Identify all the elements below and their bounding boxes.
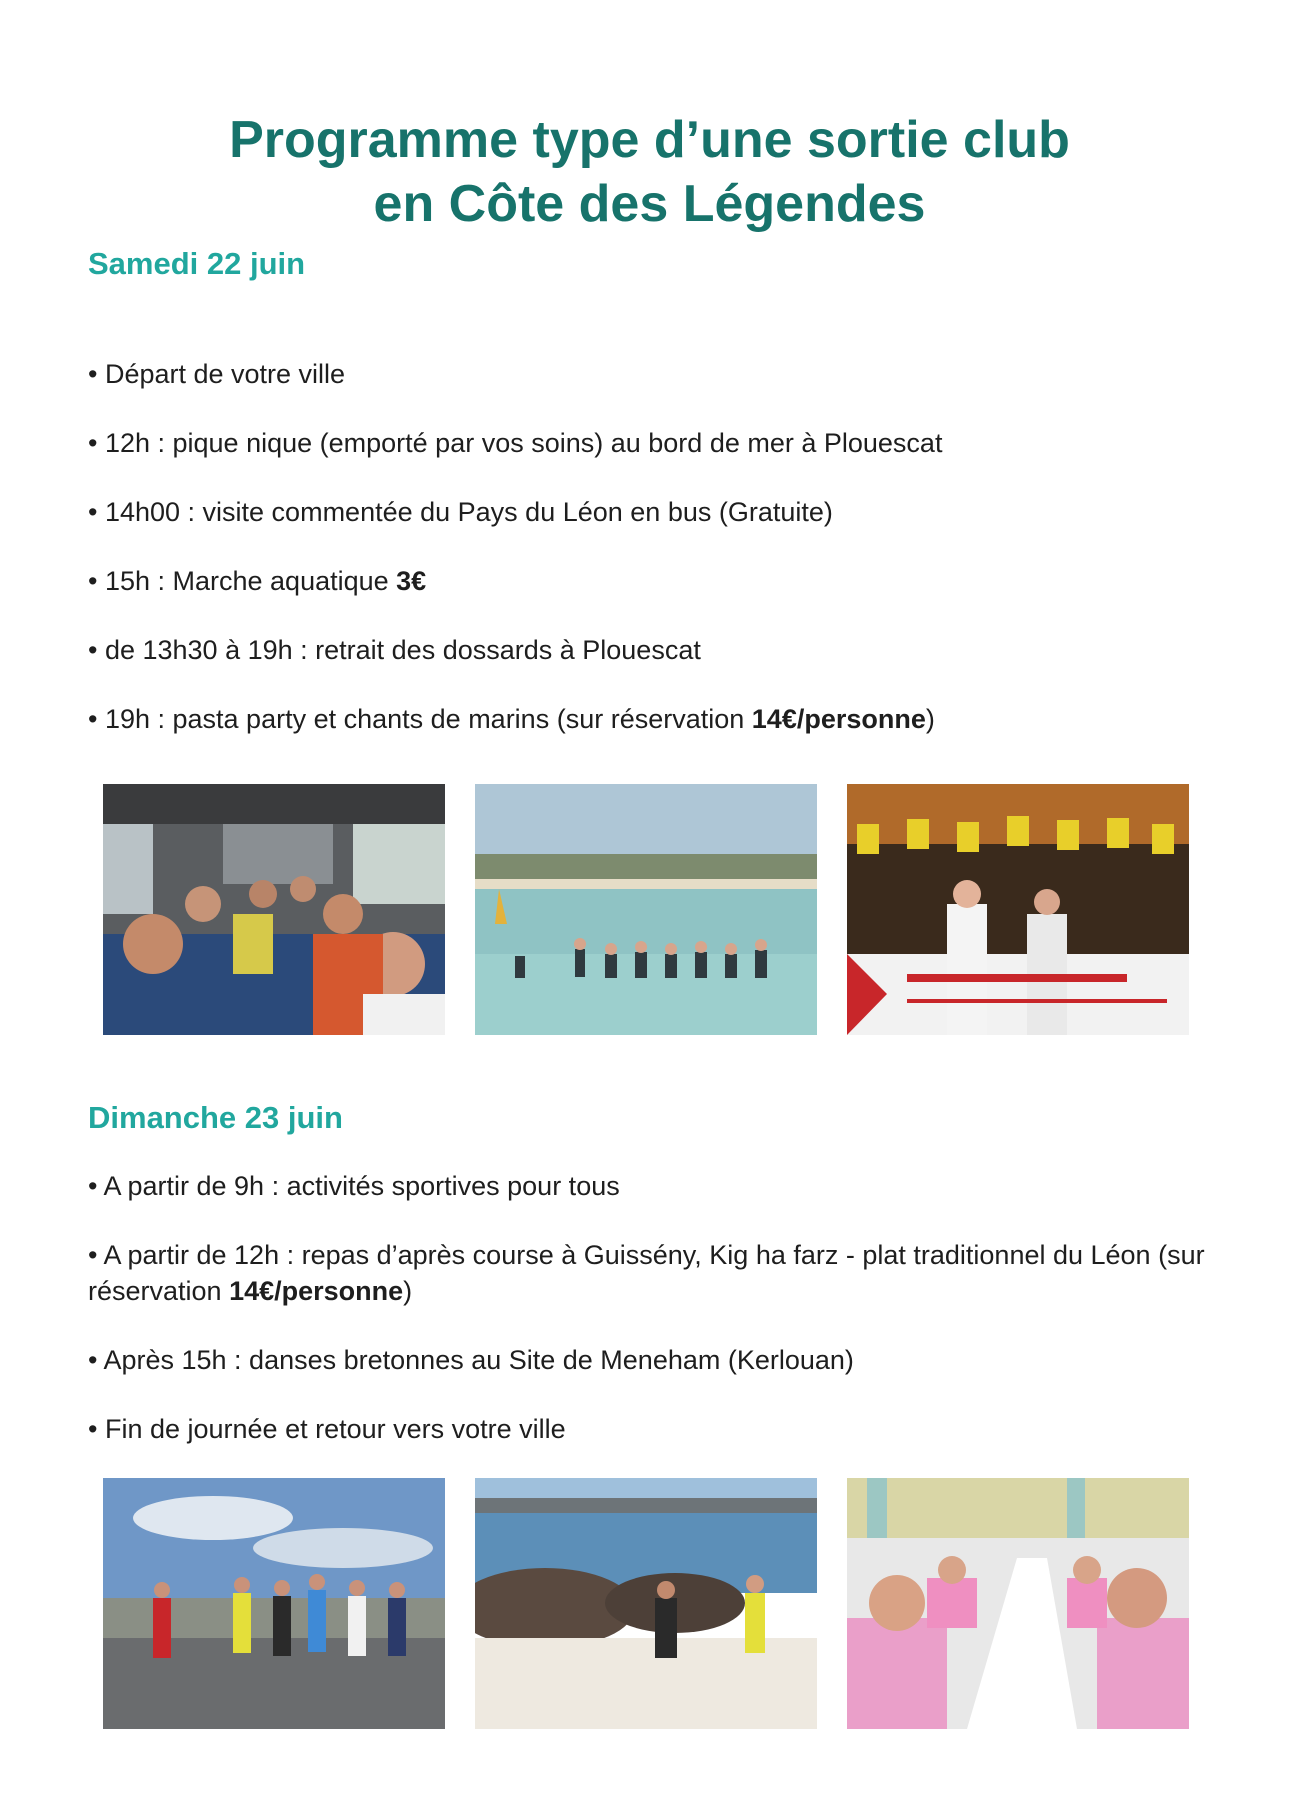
sunday-list: [88, 1168, 1208, 1480]
saturday-list: [88, 356, 1208, 770]
coastal-runners-photo: [103, 1478, 445, 1729]
title-line-1: Programme type d’une sortie club: [229, 111, 1070, 169]
list-item: • A partir de 9h : activités sportives pour tous: [88, 1171, 620, 1201]
list-item: • Après 15h : danses bretonnes au Site de Meneham (Kerlouan): [88, 1345, 854, 1375]
group-meal-photo: [847, 1478, 1189, 1729]
saturday-photos: [103, 784, 1189, 1035]
sunday-heading: Dimanche 23 juin: [88, 1100, 343, 1135]
saturday-heading: Samedi 22 juin: [88, 246, 306, 281]
list-item: • 14h00 : visite commentée du Pays du Léon en bus (Gratuite): [88, 497, 833, 527]
list-item: • de 13h30 à 19h : retrait des dossards à Plouescat: [88, 635, 701, 665]
beach-runners-photo: [475, 1478, 817, 1729]
list-item: • Départ de votre ville: [88, 359, 346, 389]
page-title: [0, 108, 1299, 236]
aquatic-walk-photo: [475, 784, 817, 1035]
sea-shanty-choir-photo: [847, 784, 1189, 1035]
list-item: • Fin de journée et retour vers votre ville: [88, 1414, 566, 1444]
list-item: • 19h : pasta party et chants de marins (sur réservation 14€/personne): [88, 704, 935, 734]
sunday-photos: [103, 1478, 1189, 1729]
list-item: • 12h : pique nique (emporté par vos soins) au bord de mer à Plouescat: [88, 428, 943, 458]
bus-passengers-photo: [103, 784, 445, 1035]
title-line-2: en Côte des Légendes: [373, 175, 926, 233]
list-item: • 15h : Marche aquatique 3€: [88, 566, 427, 596]
list-item: • A partir de 12h : repas d’après course à Guissény, Kig ha farz - plat traditionnel du Léon (sur réservation 14€/personne): [88, 1240, 1205, 1306]
